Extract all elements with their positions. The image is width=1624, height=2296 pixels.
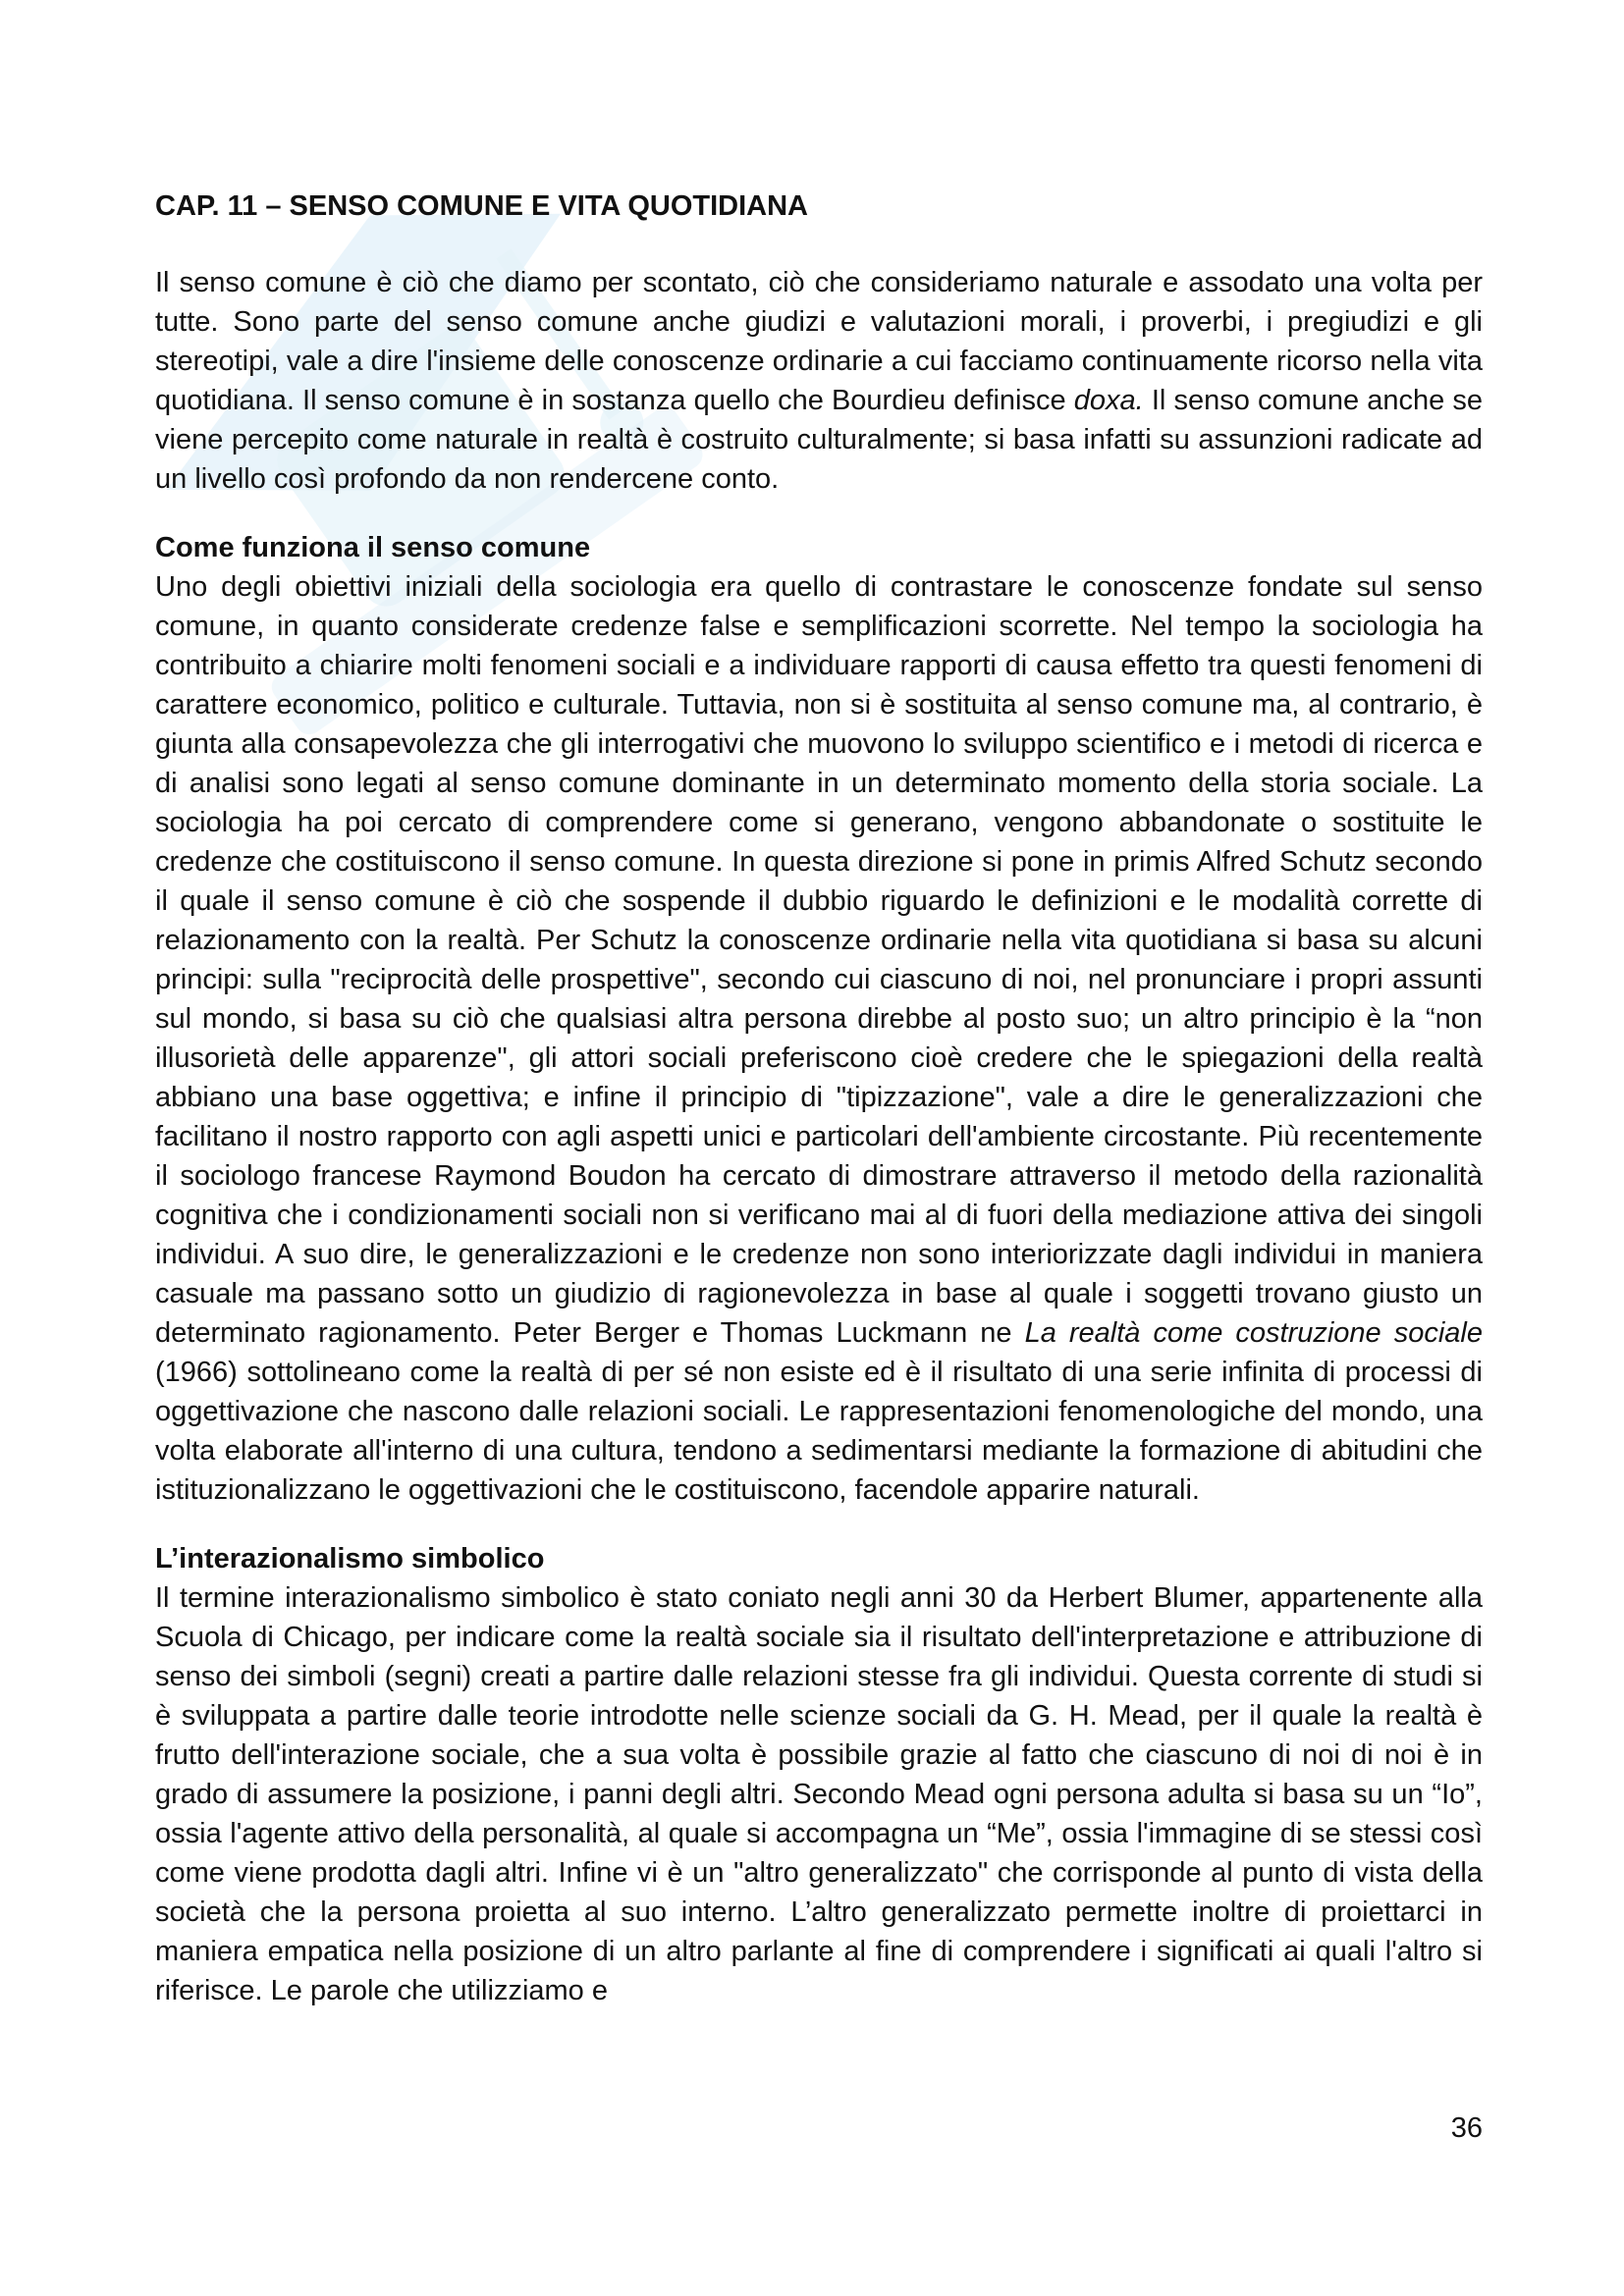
intro-text-part2: Il senso comune anche se viene percepito come naturale in realtà è costruito culturalmente; si basa infatti su assunzioni radicate ad un livello così profondo da non rendercene conto. [155,385,1483,495]
chapter-title: CAP. 11 – SENSO COMUNE E VITA QUOTIDIANA [155,190,808,222]
section1-italic-book-title: La realtà come costruzione sociale [1024,1317,1483,1349]
intro-paragraph [155,263,1483,499]
section1-text-part1: Uno degli obiettivi iniziali della sociologia era quello di contrastare le conoscenze fondate sul senso comune, in quanto considerate credenze false e semplificazioni scorrette. Nel tempo la sociologia ha contribuito a chiarire molti fenomeni sociali e a individuare rapporti di causa effetto tra questi fenomeni di carattere economico, politico e culturale. Tuttavia, non si è sostituita al senso comune ma, al contrario, è giunta alla consapevolezza che gli interrogativi che muovono lo sviluppo scientifico e i metodi di ricerca e di analisi sono legati al senso comune dominante in un determinato momento della storia sociale. La sociologia ha poi cercato di comprendere come si generano, vengono abbandonate o sostituite le credenze che costituiscono il senso comune. In questa direzione si pone in primis Alfred Schutz secondo il quale il senso comune è ciò che sospende il dubbio riguardo le definizioni e le modalità corrette di relazionamento con la realtà. Per Schutz la conoscenze ordinarie nella vita quotidiana si basa su alcuni principi: sulla "reciprocità delle prospettive", secondo cui ciascuno di noi, nel pronunciare i propri assunti sul mondo, si basa su ciò che qualsiasi altra persona direbbe al posto suo; un altro principio è la “non illusorietà delle apparenze", gli attori sociali preferiscono cioè credere che le spiegazioni della realtà abbiano una base oggettiva; e infine il principio di "tipizzazione", vale a dire le generalizzazioni che facilitano il nostro rapporto con agli aspetti unici e particolari dell'ambiente circostante. Più recentemente il sociologo francese Raymond Boudon ha cercato di dimostrare attraverso il metodo della razionalità cognitiva che i condizionamenti sociali non si verificano mai al di fuori della mediazione attiva dei singoli individui. A suo dire, le generalizzazioni e le credenze non sono interiorizzate dagli individui in maniera casuale ma passano sotto un giudizio di ragionevolezza in base al quale i soggetti trovano giusto un determinato ragionamento. Peter Berger e Thomas Luckmann ne [155,571,1483,1349]
section1-text-part2: (1966) sottolineano come la realtà di per sé non esiste ed è il risultato di una serie infinita di processi di oggettivazione che nascono dalle relazioni sociali. Le rappresentazioni fenomenologiche del mondo, una volta elaborate all'interno di una cultura, tendono a sedimentarsi mediante la formazione di abitudini che istituzionalizzano le oggettivazioni che le costituiscono, facendole apparire naturali. [155,1357,1483,1506]
intro-text-part1: Il senso comune è ciò che diamo per scontato, ciò che consideriamo naturale e assodato una volta per tutte. Sono parte del senso comune anche giudizi e valutazioni morali, i proverbi, i pregiudizi e gli stereotipi, vale a dire l'insieme delle conoscenze ordinarie a cui facciamo continuamente ricorso nella vita quotidiana. Il senso comune è in sostanza quello che Bourdieu definisce [155,267,1483,416]
intro-italic-doxa: doxa. [1073,385,1144,416]
section-title-senso-comune: Come funziona il senso comune [155,532,591,563]
section-paragraph-senso-comune [155,567,1483,1510]
section-title-interazionalismo: L’interazionalismo simbolico [155,1543,545,1575]
page-content [155,187,1483,2010]
section-paragraph-interazionalismo: Il termine interazionalismo simbolico è stato coniato negli anni 30 da Herbert Blumer, appartenente alla Scuola di Chicago, per indicare come la realtà sociale sia il risultato dell'interpretazione e attribuzione di senso dei simboli (segni) creati a partire dalle relazioni stesse fra gli individui. Questa corrente di studi si è sviluppata a partire dalle teorie introdotte nelle scienze sociali da G. H. Mead, per il quale la realtà è frutto dell'interazione sociale, che a sua volta è possibile grazie al fatto che ciascuno di noi di noi è in grado di assumere la posizione, i panni degli altri. Secondo Mead ogni persona adulta si basa su un “Io”, ossia l'agente attivo della personalità, al quale si accompagna un “Me”, ossia l'immagine di se stessi così come viene prodotta dagli altri. Infine vi è un "altro generalizzato" che corrisponde al punto di vista della società che la persona proietta al suo interno. L’altro generalizzato permette inoltre di proiettarci in maniera empatica nella posizione di un altro parlante al fine di comprendere i significati ai quali l'altro si riferisce. Le parole che utilizziamo e [155,1582,1483,2006]
page-number: 36 [1450,2112,1483,2144]
